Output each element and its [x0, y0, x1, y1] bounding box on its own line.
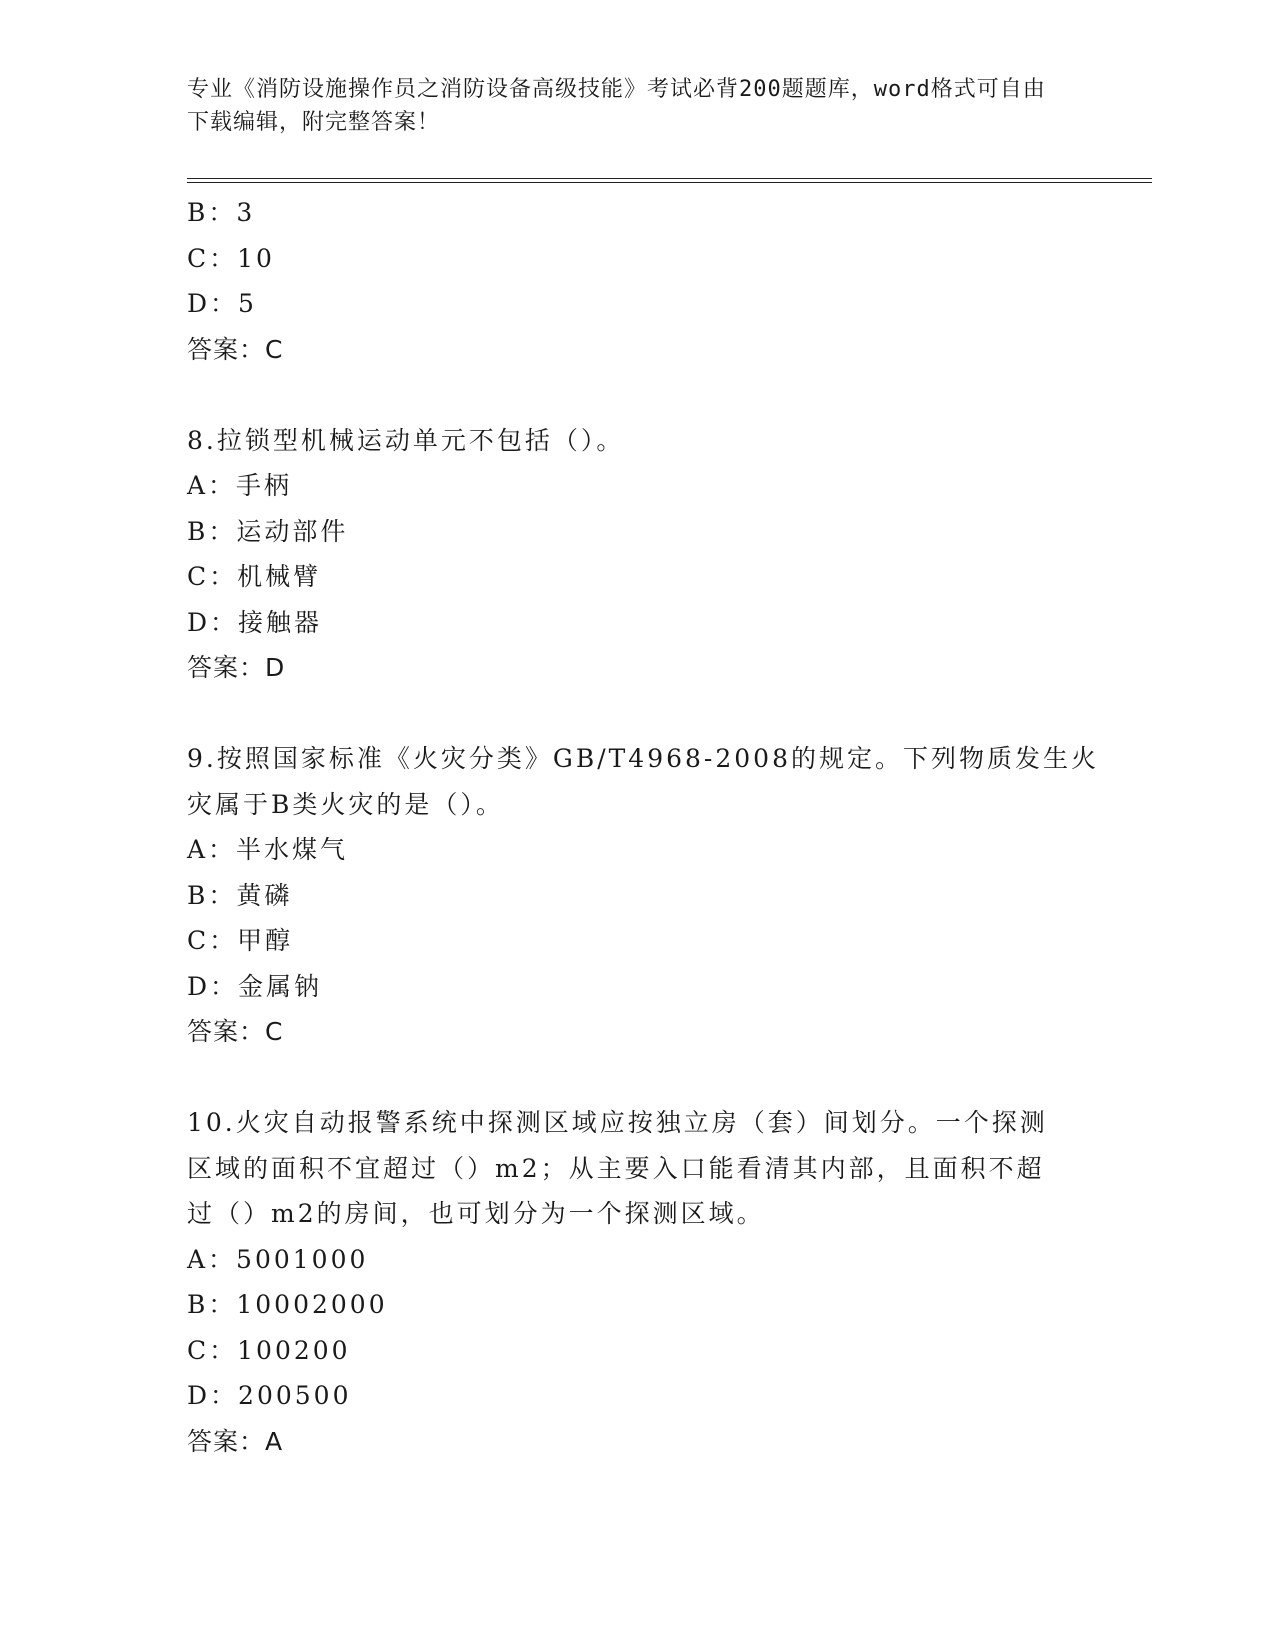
answer: 答案：C [187, 334, 284, 364]
question-text-line-1: 9.按照国家标准《火灾分类》GB/T4968-2008的规定。下列物质发生火 [187, 744, 1099, 773]
option-c: C：机械臂 [187, 562, 322, 591]
option-c: C：甲醇 [187, 926, 294, 955]
option-d: D：接触器 [187, 607, 323, 637]
option-a: A：手柄 [187, 471, 293, 500]
option-a: A：5001000 [187, 1244, 369, 1274]
option-c: C：100200 [187, 1335, 351, 1365]
option-b: B：运动部件 [187, 516, 349, 546]
question-text-line-1: 10.火灾自动报警系统中探测区域应按独立房（套）间划分。一个探测 [187, 1108, 1048, 1137]
spacer [187, 691, 1087, 737]
answer: 答案：C [187, 1017, 284, 1046]
spacer [187, 372, 1087, 418]
question-list [187, 190, 1099, 1464]
option-b: B：黄磷 [187, 880, 293, 910]
answer: 答案：A [187, 1426, 284, 1456]
option-a: A：半水煤气 [187, 835, 349, 864]
spacer [187, 1055, 1087, 1101]
header-rule-top [187, 178, 1152, 179]
question-8 [187, 418, 1087, 691]
option-d: D：200500 [187, 1381, 352, 1410]
option-b: B：3 [187, 198, 256, 227]
page-header: 专业《消防设施操作员之消防设备高级技能》考试必背200题题库，word格式可自由下载编辑，附完整答案！ [187, 77, 1046, 135]
option-d: D：金属钠 [187, 971, 323, 1001]
option-d: D：5 [187, 289, 257, 318]
question-text-line-3: 过（）m2的房间，也可划分为一个探测区域。 [187, 1199, 765, 1228]
question-text-line-2: 灾属于B类火灾的是（）。 [187, 789, 504, 819]
question-text: 8.拉锁型机械运动单元不包括（）。 [187, 425, 625, 455]
option-b: B：10002000 [187, 1290, 388, 1319]
question-text-line-2: 区域的面积不宜超过（）m2；从主要入口能看清其内部，且面积不超 [187, 1153, 1045, 1183]
option-c: C：10 [187, 243, 275, 273]
question-9 [187, 736, 1099, 1055]
answer: 答案：D [187, 653, 286, 682]
header-rule-bottom [187, 182, 1152, 183]
question-10 [187, 1100, 1087, 1464]
question-7 [187, 190, 1087, 372]
